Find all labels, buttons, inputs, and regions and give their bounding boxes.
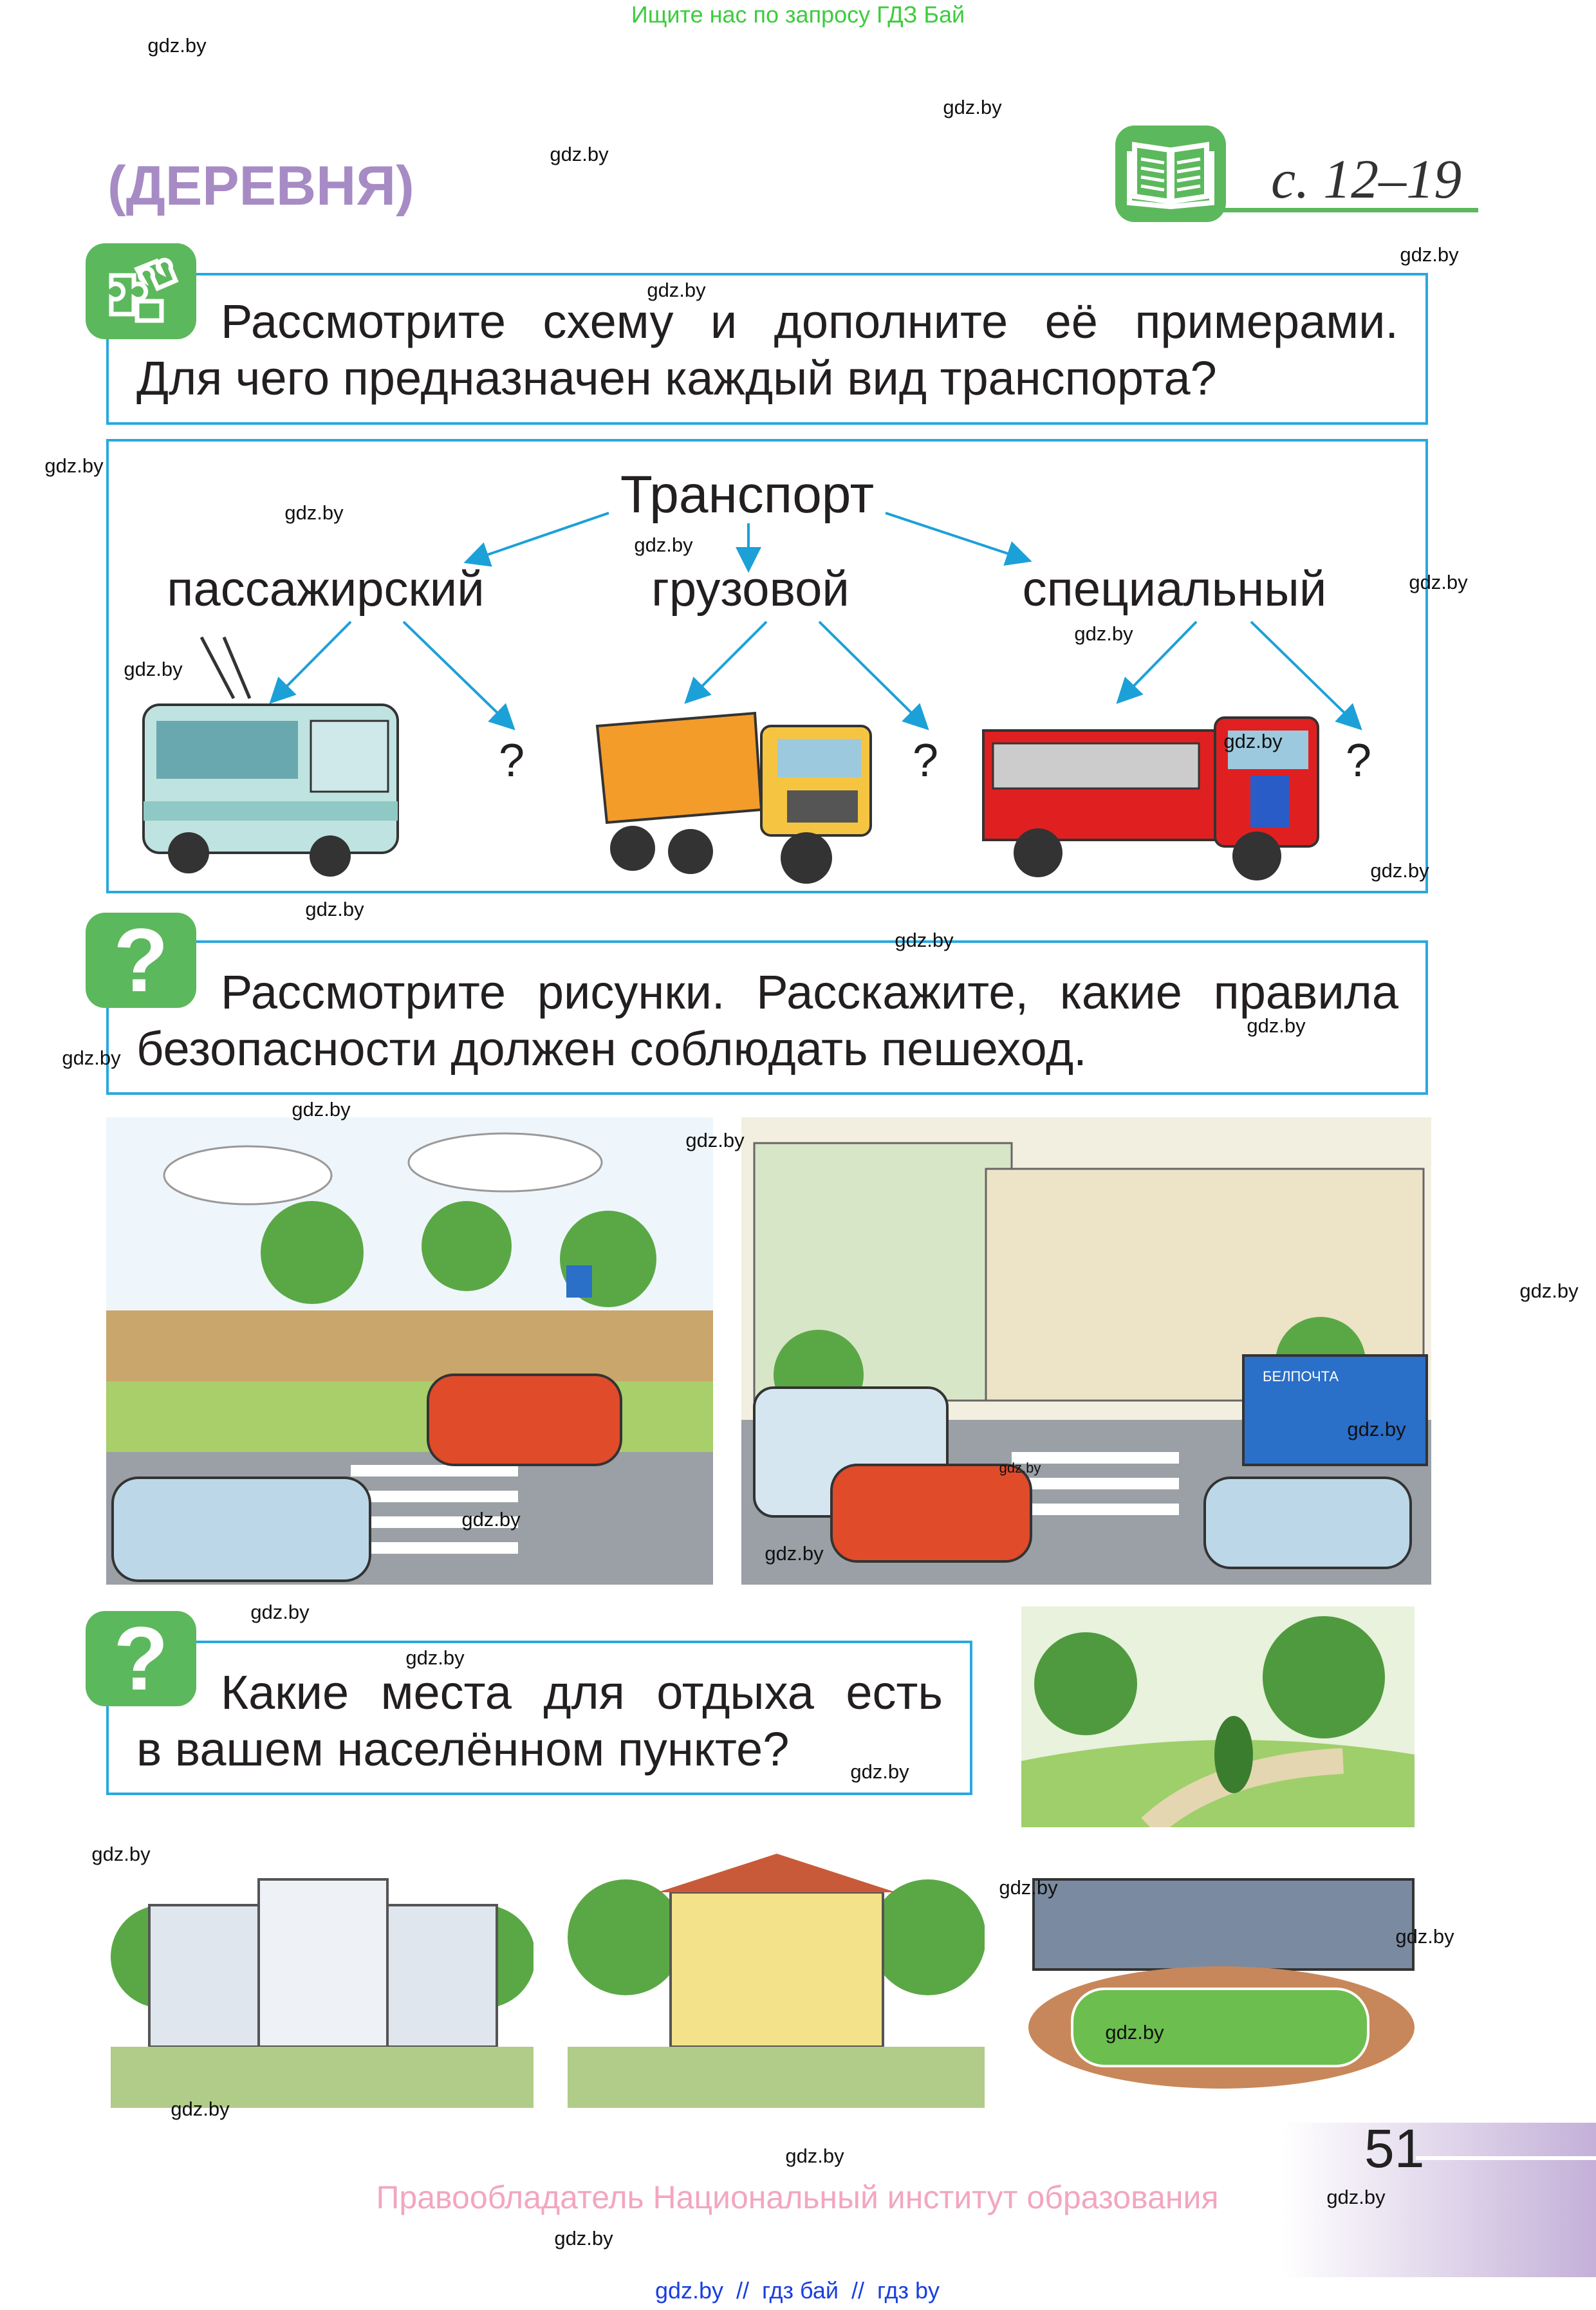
watermark: gdz.by [1105,2021,1164,2044]
watermark: gdz.by [44,454,104,477]
watermark: gdz.by [62,1047,121,1069]
task2-line1: Рассмотрите рисунки. Расскажите, какие правила [221,965,1398,1019]
task1-line2: Для чего предназначен каждый вид транспорта? [136,351,1217,405]
city-road-illustration [741,1117,1431,1585]
watermark: gdz.by [461,1508,521,1531]
watermark: gdz.by [634,534,693,556]
top-banner: Ищите нас по запросу ГДЗ Бай [631,1,965,28]
task1-line1: Рассмотрите схему и дополните её примерами. [221,295,1398,348]
watermark: gdz.by [1223,730,1283,752]
page-number: 51 [1364,2118,1425,2179]
watermark: gdz.by [1400,243,1459,266]
watermark: gdz.by [647,279,706,301]
watermark: gdz.by [850,1760,909,1783]
question-icon: ? [86,1611,196,1706]
task3-line1: Какие места для отдыха есть [221,1666,943,1719]
park-illustration [1021,1607,1415,1827]
question-icon: ? [86,913,196,1008]
placeholder-passenger: ? [498,735,525,787]
village-road-illustration [106,1117,713,1585]
placeholder-cargo: ? [912,735,939,787]
watermark: gdz.by [1347,1418,1406,1440]
scheme-root: Транспорт [620,465,875,524]
watermark: gdz.by [250,1601,310,1623]
watermark: gdz.by [1326,2186,1386,2208]
watermark: gdz.by [305,898,364,920]
dump-truck-image [594,700,880,889]
watermark: gdz.by [999,1460,1041,1476]
watermark: gdz.by [1370,859,1429,882]
watermark: gdz.by [999,1876,1058,1899]
watermark: gdz.by [685,1129,745,1151]
placeholder-special: ? [1345,735,1372,787]
watermark: gdz.by [1409,571,1468,593]
task2-line2: безопасности должен соблюдать пешеход. [136,1022,1087,1076]
library-illustration [568,1828,985,2108]
watermark: gdz.by [292,1098,351,1121]
watermark: gdz.by [785,2145,844,2167]
category-cargo: грузовой [651,562,849,617]
task3-line2: в вашем населённом пункте? [136,1722,790,1776]
watermark: gdz.by [1395,1925,1454,1948]
mail-truck-label: БЕЛПОЧТА [1263,1368,1339,1384]
watermark: gdz.by [550,143,609,165]
watermark: gdz.by [895,929,954,951]
watermark: gdz.by [554,2227,613,2249]
culture-house-illustration [111,1828,534,2108]
footer-links[interactable]: gdz.by // гдз бай // гдз by [654,2277,940,2304]
page-ref: с. 12–19 [1271,148,1462,210]
watermark: gdz.by [1247,1014,1306,1037]
watermark: gdz.by [1519,1280,1579,1302]
watermark: gdz.by [284,501,344,524]
watermark: gdz.by [405,1646,465,1669]
watermark: gdz.by [147,34,207,57]
category-special: специальный [1022,562,1327,617]
watermark: gdz.by [1074,622,1133,645]
section-title: (ДЕРЕВНЯ) [107,155,414,217]
watermark: gdz.by [124,658,183,680]
copyright: Правообладатель Национальный институт образования [376,2179,1219,2215]
watermark: gdz.by [765,1542,824,1565]
watermark: gdz.by [943,96,1002,118]
stadium-illustration [1014,1854,1429,2095]
watermark: gdz.by [91,1843,151,1865]
page-number-line [1416,2156,1596,2160]
category-passenger: пассажирский [167,562,485,617]
watermark: gdz.by [171,2098,230,2120]
